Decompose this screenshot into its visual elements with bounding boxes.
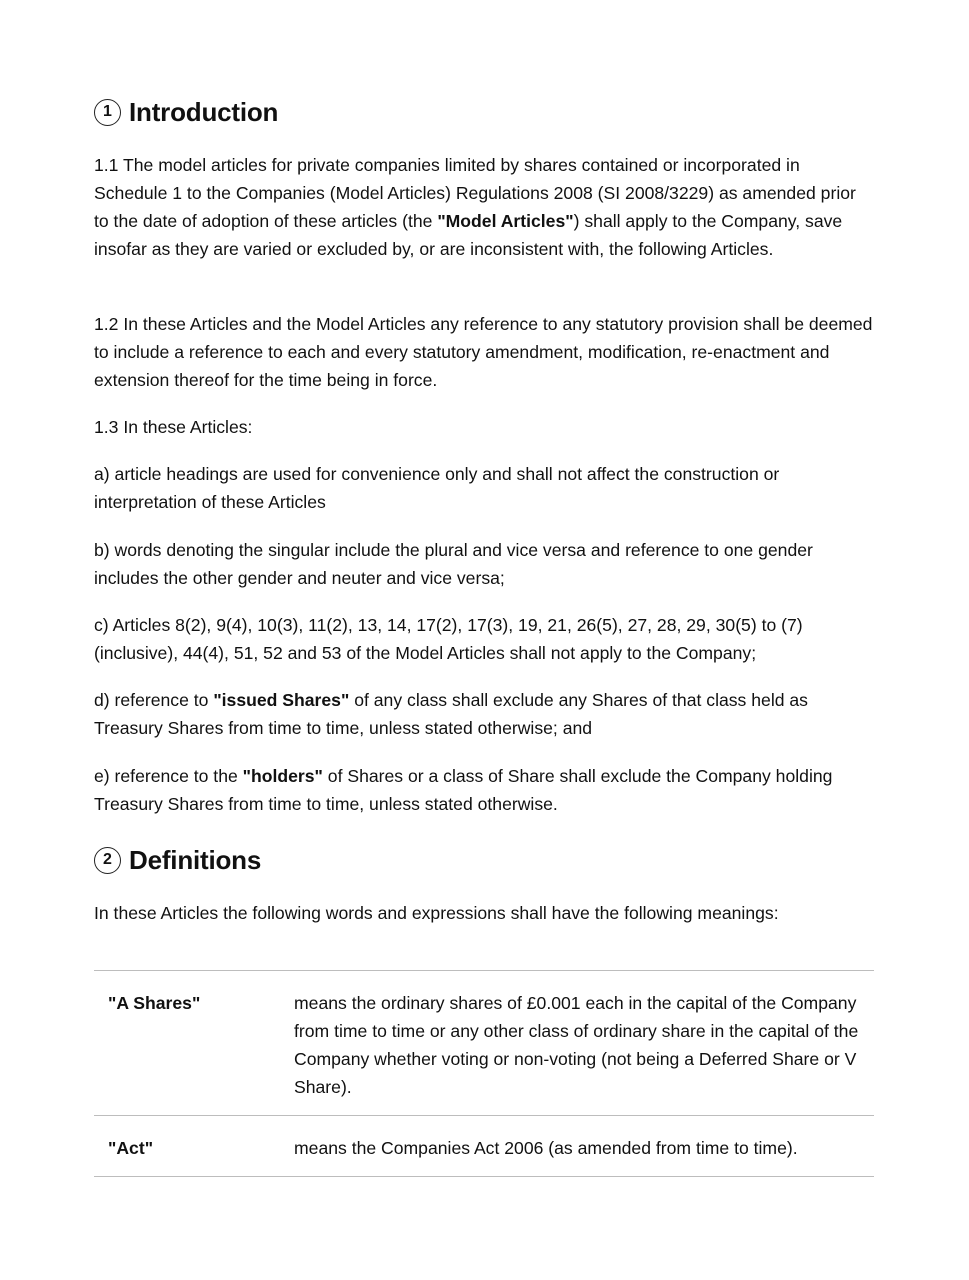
definition-term: "Act" [108, 1138, 154, 1158]
section-heading-introduction [94, 94, 278, 130]
paragraph-text: of any class shall exclude any Shares of that class held as Treasury Shares from time to time, unless stated otherwise; and [94, 690, 808, 738]
section-title: Introduction [129, 96, 279, 127]
paragraph-text: e) reference to the [94, 766, 243, 786]
defined-term: "Model Articles" [437, 211, 574, 231]
defined-term: "issued Shares" [213, 690, 350, 710]
definition-meaning: means the Companies Act 2006 (as amended from time to time). [294, 1138, 798, 1158]
list-item-d [94, 686, 874, 742]
definitions-intro: In these Articles the following words and expressions shall have the following meanings: [94, 903, 779, 923]
list-item-e [94, 762, 874, 818]
definitions-table [94, 970, 874, 1177]
paragraph-1-2: 1.2 In these Articles and the Model Articles any reference to any statutory provision shall be deemed to include a reference to each and every statutory amendment, modification, re-enactment and extension thereof for the time being in force. [94, 314, 873, 390]
paragraph-1-3: 1.3 In these Articles: [94, 417, 253, 437]
section-number-badge: 1 [94, 99, 121, 126]
paragraph-text: d) reference to [94, 690, 214, 710]
list-item-a: a) article headings are used for convenience only and shall not affect the construction or interpretation of these Articles [94, 464, 780, 512]
paragraph-1-1 [94, 151, 874, 263]
defined-term: "holders" [242, 766, 323, 786]
paragraph-text: ) shall apply to the Company, save insofar as they are varied or excluded by, or are inconsistent with, the following Articles. [94, 211, 843, 259]
definition-row [94, 1116, 874, 1177]
paragraph-text: of Shares or a class of Share shall exclude the Company holding Treasury Shares from time to time, unless stated otherwise. [94, 766, 833, 814]
definition-row [94, 971, 874, 1116]
definition-meaning: means the ordinary shares of £0.001 each in the capital of the Company from time to time or any other class of ordinary share in the capital of the Company whether voting or non-voting (not being a Deferred Share or V Share). [294, 993, 859, 1097]
section-title: Definitions [129, 844, 262, 875]
list-item-b: b) words denoting the singular include the plural and vice versa and reference to one gender includes the other gender and neuter and vice versa; [94, 540, 813, 588]
list-item-c: c) Articles 8(2), 9(4), 10(3), 11(2), 13, 14, 17(2), 17(3), 19, 21, 26(5), 27, 28, 29, 30(5) to (7) (inclusive), 44(4), 51, 52 and 53 of the Model Articles shall not apply to the Company; [94, 615, 803, 663]
section-number-badge: 2 [94, 847, 121, 874]
definition-term: "A Shares" [108, 993, 201, 1013]
paragraph-text: 1.1 The model articles for private companies limited by shares contained or incorporated in Schedule 1 to the Companies (Model Articles) Regulations 2008 (SI 2008/3229) as amended prior to the date of adoption of these articles (the [94, 155, 856, 231]
section-heading-definitions [94, 842, 261, 878]
